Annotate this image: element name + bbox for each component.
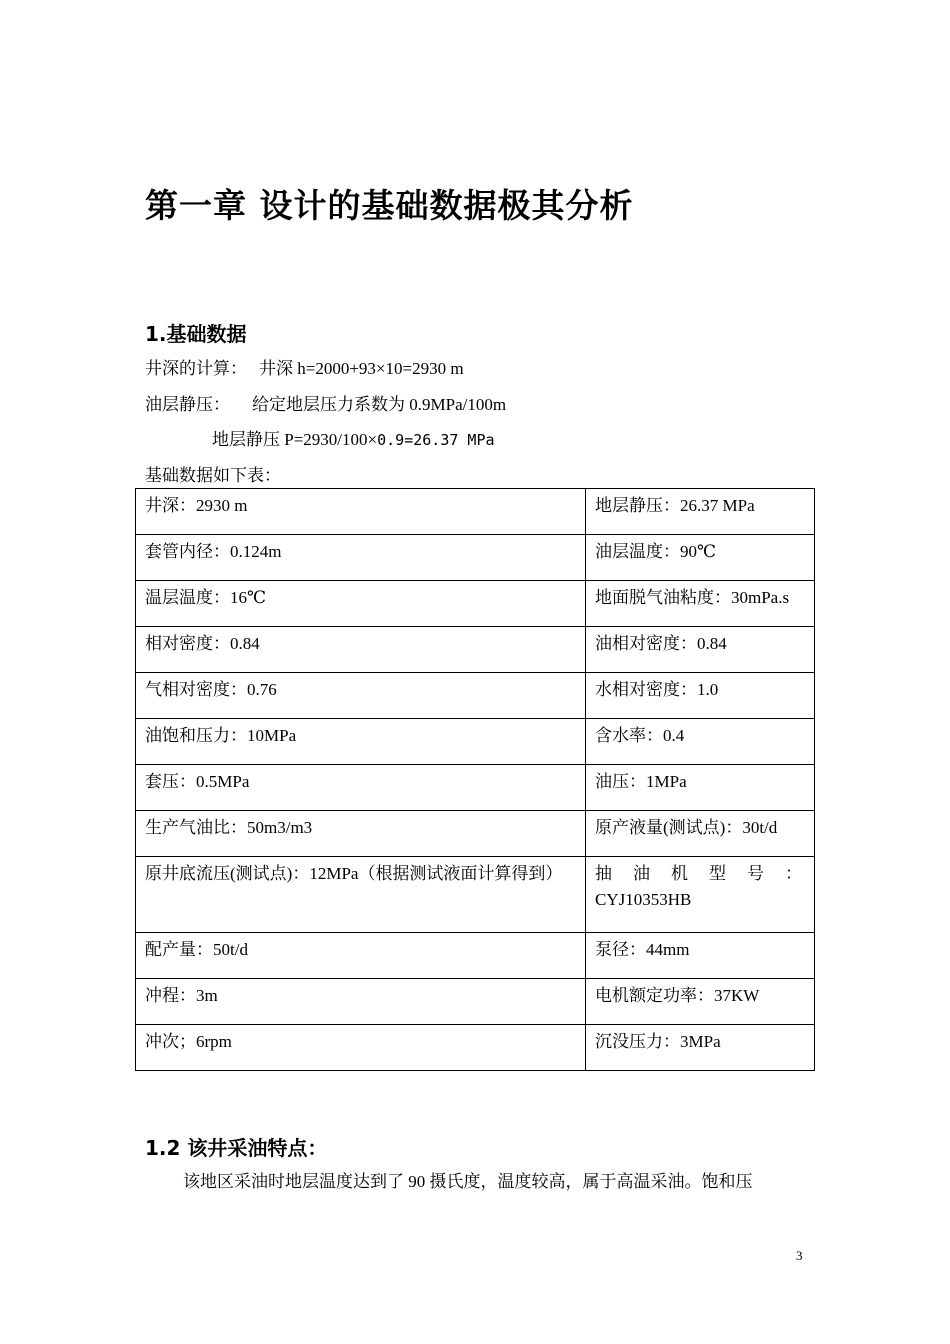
- table-cell: 沉没压力：3MPa: [586, 1025, 815, 1071]
- depth-calc-label: 井深的计算：: [145, 359, 247, 378]
- table-row: [136, 489, 815, 535]
- table-cell: [586, 857, 815, 933]
- static-pressure-coef: 给定地层压力系数为 0.9MPa/100m: [252, 395, 507, 414]
- table-cell: 地面脱气油粘度：30mPa.s: [586, 581, 815, 627]
- static-pressure-formula: [212, 428, 495, 452]
- table-cell: 水相对密度：1.0: [586, 673, 815, 719]
- table-row: [136, 581, 815, 627]
- table-row: [136, 673, 815, 719]
- table-cell: 配产量：50t/d: [136, 933, 586, 979]
- basic-data-table: [135, 488, 815, 1071]
- table-row: [136, 857, 815, 933]
- table-row: [136, 535, 815, 581]
- table-cell: 油相对密度：0.84: [586, 627, 815, 673]
- static-pressure-formula-prefix: 地层静压 P=2930/100×: [212, 430, 378, 449]
- table-row: [136, 627, 815, 673]
- section-title-basic-data: 1.基础数据: [145, 322, 247, 346]
- table-cell: 生产气油比：50m3/m3: [136, 811, 586, 857]
- section-title-features: 1.2 该井采油特点：: [145, 1136, 328, 1160]
- features-paragraph: 该地区采油时地层温度达到了 90 摄氏度，温度较高，属于高温采油。饱和压: [183, 1172, 753, 1191]
- table-cell: 原井底流压(测试点)：12MPa（根据测试液面计算得到）: [136, 857, 586, 933]
- table-row: [136, 933, 815, 979]
- table-cell: 套管内径：0.124m: [136, 535, 586, 581]
- table-intro: 基础数据如下表：: [145, 466, 281, 485]
- table-row: [136, 979, 815, 1025]
- pump-model-label: 抽 油 机 型 号 ：: [595, 864, 802, 883]
- table-cell: 电机额定功率：37KW: [586, 979, 815, 1025]
- table-cell: 温层温度：16℃: [136, 581, 586, 627]
- depth-calc-line: [145, 357, 464, 381]
- table-row: [136, 1025, 815, 1071]
- table-cell: 原产液量(测试点)：30t/d: [586, 811, 815, 857]
- table-row: [136, 811, 815, 857]
- pump-model-value: CYJ10353HB: [595, 890, 692, 909]
- table-cell: 含水率：0.4: [586, 719, 815, 765]
- table-cell: 油饱和压力：10MPa: [136, 719, 586, 765]
- table-cell: 冲次；6rpm: [136, 1025, 586, 1071]
- table-cell: 井深：2930 m: [136, 489, 586, 535]
- table-cell: 地层静压：26.37 MPa: [586, 489, 815, 535]
- table-cell: 气相对密度：0.76: [136, 673, 586, 719]
- table-cell: 油压：1MPa: [586, 765, 815, 811]
- static-pressure-label: 油层静压：: [145, 395, 230, 414]
- table-cell: 冲程：3m: [136, 979, 586, 1025]
- table-row: [136, 765, 815, 811]
- static-pressure-formula-suffix: 0.9=26.37 MPa: [377, 431, 495, 449]
- chapter-title: 第一章 设计的基础数据极其分析: [145, 186, 634, 225]
- depth-calc-formula: 井深 h=2000+93×10=2930 m: [259, 359, 464, 378]
- static-pressure-line: [145, 393, 506, 417]
- table-row: [136, 719, 815, 765]
- table-cell: 油层温度：90℃: [586, 535, 815, 581]
- table-cell: 泵径：44mm: [586, 933, 815, 979]
- table-cell: 相对密度：0.84: [136, 627, 586, 673]
- page-number: 3: [796, 1248, 803, 1263]
- table-cell: 套压：0.5MPa: [136, 765, 586, 811]
